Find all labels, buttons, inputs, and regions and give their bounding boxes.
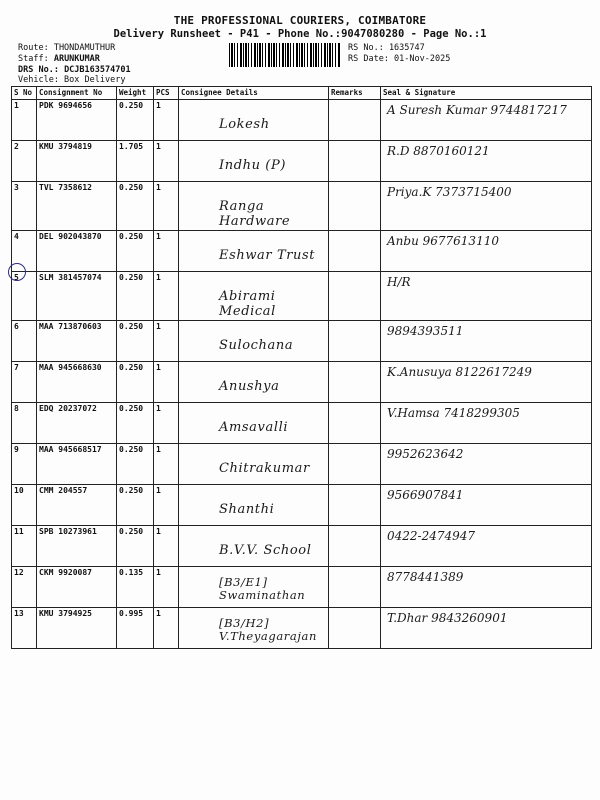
signature-cell [381,272,592,321]
consignee-name: [B3/H2] V.Theyagarajan [219,616,317,643]
pieces: 1 [154,485,179,526]
seal-signature-text: K.Anusuya 8122617249 [387,365,532,379]
pieces: 1 [154,608,179,649]
table-row [12,272,592,321]
remarks-cell [329,231,381,272]
col-header-consignment: Consignment No [37,87,117,100]
serial-number: 4 [12,231,37,272]
consignment-number: MAA 945668630 [37,362,117,403]
consignee-cell [179,567,329,608]
consignee-cell [179,100,329,141]
consignee-cell [179,182,329,231]
col-header-weight: Weight [117,87,154,100]
signature-cell [381,608,592,649]
seal-signature-text: 9894393511 [387,324,464,338]
seal-signature-text: Anbu 9677613110 [387,234,499,248]
seal-signature-text: V.Hamsa 7418299305 [387,406,520,420]
pieces: 1 [154,141,179,182]
weight: 0.250 [117,403,154,444]
consignment-number: PDK 9694656 [37,100,117,141]
consignment-number: TVL 7358612 [37,182,117,231]
pieces: 1 [154,362,179,403]
consignment-number: KMU 3794925 [37,608,117,649]
consignment-number: SLM 381457074 [37,272,117,321]
seal-signature-text: 8778441389 [387,570,464,584]
consignee-cell [179,231,329,272]
signature-cell [381,567,592,608]
signature-cell [381,182,592,231]
table-row [12,231,592,272]
weight: 0.250 [117,231,154,272]
serial-number: 6 [12,321,37,362]
consignee-cell [179,485,329,526]
consignee-cell [179,362,329,403]
barcode [229,43,341,67]
table-row [12,567,592,608]
pieces: 1 [154,272,179,321]
consignment-number: MAA 713870603 [37,321,117,362]
weight: 0.135 [117,567,154,608]
weight: 0.250 [117,182,154,231]
signature-cell [381,444,592,485]
col-header-sno: S No [12,87,37,100]
table-row [12,526,592,567]
col-header-remarks: Remarks [329,87,381,100]
signature-cell [381,231,592,272]
signature-cell [381,403,592,444]
pieces: 1 [154,182,179,231]
consignment-number: CKM 9920087 [37,567,117,608]
consignee-cell [179,141,329,182]
remarks-cell [329,608,381,649]
table-header-row [12,87,592,100]
serial-number: 13 [12,608,37,649]
remarks-cell [329,100,381,141]
table-row [12,485,592,526]
consignment-number: KMU 3794819 [37,141,117,182]
consignee-name: Eshwar Trust [219,248,316,263]
signature-cell [381,526,592,567]
rs-number: RS No.: 1635747 [348,43,425,53]
serial-number: 7 [12,362,37,403]
table-row [12,362,592,403]
consignment-number: CMM 204557 [37,485,117,526]
weight: 0.250 [117,485,154,526]
consignee-name: Ranga Hardware [219,199,291,229]
consignee-name: Lokesh [219,117,270,132]
pieces: 1 [154,403,179,444]
company-title: THE PROFESSIONAL COURIERS, COIMBATORE [173,14,427,27]
hand-drawn-circle [8,263,26,281]
col-header-pcs: PCS [154,87,179,100]
consignee-cell [179,444,329,485]
consignee-name: Indhu (P) [219,158,286,173]
remarks-cell [329,272,381,321]
vehicle-line: Vehicle: Box Delivery [18,75,126,85]
weight: 0.250 [117,100,154,141]
drs-value: DCJB163574701 [64,65,131,75]
seal-signature-text: 9952623642 [387,447,464,461]
weight: 0.995 [117,608,154,649]
route-line: Route: THONDAMUTHUR [18,43,116,53]
serial-number: 5 [12,272,37,321]
consignee-name: Amsavalli [219,420,289,435]
consignee-name: Shanthi [219,502,275,517]
consignee-name: [B3/E1] Swaminathan [219,575,306,602]
weight: 1.705 [117,141,154,182]
staff-line [18,54,100,65]
remarks-cell [329,182,381,231]
consignee-cell [179,272,329,321]
remarks-cell [329,567,381,608]
consignee-name: Sulochana [219,338,294,353]
seal-signature-text: 9566907841 [387,488,464,502]
table-row [12,444,592,485]
weight: 0.250 [117,272,154,321]
seal-signature-text: T.Dhar 9843260901 [387,611,508,625]
staff-label: Staff: [18,54,54,64]
remarks-cell [329,141,381,182]
consignee-name: Chitrakumar [219,461,310,476]
seal-signature-text: 0422-2474947 [387,529,476,543]
serial-number: 10 [12,485,37,526]
weight: 0.250 [117,362,154,403]
serial-number: 12 [12,567,37,608]
signature-cell [381,321,592,362]
consignee-cell [179,608,329,649]
weight: 0.250 [117,321,154,362]
table-row [12,182,592,231]
weight: 0.250 [117,444,154,485]
drs-label: DRS No.: [18,65,65,75]
consignee-name: B.V.V. School [219,543,312,558]
pieces: 1 [154,100,179,141]
consignee-cell [179,526,329,567]
pieces: 1 [154,567,179,608]
serial-number: 2 [12,141,37,182]
pieces: 1 [154,321,179,362]
col-header-consignee: Consignee Details [179,87,329,100]
remarks-cell [329,321,381,362]
remarks-cell [329,444,381,485]
table-row [12,403,592,444]
runsheet-subtitle: Delivery Runsheet - P41 - Phone No.:9047080280 - Page No.:1 [113,28,487,40]
col-header-signature: Seal & Signature [381,87,592,100]
consignee-name: Abirami Medical [219,289,276,319]
signature-cell [381,485,592,526]
runsheet-table [11,86,592,649]
staff-value: ARUNKUMAR [53,54,100,64]
serial-number: 8 [12,403,37,444]
seal-signature-text: H/R [387,275,411,289]
serial-number: 1 [12,100,37,141]
consignment-number: EDQ 20237072 [37,403,117,444]
weight: 0.250 [117,526,154,567]
seal-signature-text: Priya.K 7373715400 [387,185,512,199]
consignment-number: DEL 902043870 [37,231,117,272]
remarks-cell [329,485,381,526]
consignee-cell [179,321,329,362]
serial-number: 9 [12,444,37,485]
rs-date: RS Date: 01-Nov-2025 [348,54,451,64]
remarks-cell [329,526,381,567]
signature-cell [381,100,592,141]
consignment-number: MAA 945668517 [37,444,117,485]
table-row [12,100,592,141]
consignee-cell [179,403,329,444]
serial-number: 11 [12,526,37,567]
table-row [12,321,592,362]
table-row [12,141,592,182]
pieces: 1 [154,444,179,485]
pieces: 1 [154,231,179,272]
consignment-number: SPB 10273961 [37,526,117,567]
serial-number: 3 [12,182,37,231]
signature-cell [381,141,592,182]
table-row [12,608,592,649]
seal-signature-text: R.D 8870160121 [387,144,490,158]
signature-cell [381,362,592,403]
consignee-name: Anushya [219,379,280,394]
pieces: 1 [154,526,179,567]
remarks-cell [329,403,381,444]
remarks-cell [329,362,381,403]
seal-signature-text: A Suresh Kumar 9744817217 [387,103,567,117]
